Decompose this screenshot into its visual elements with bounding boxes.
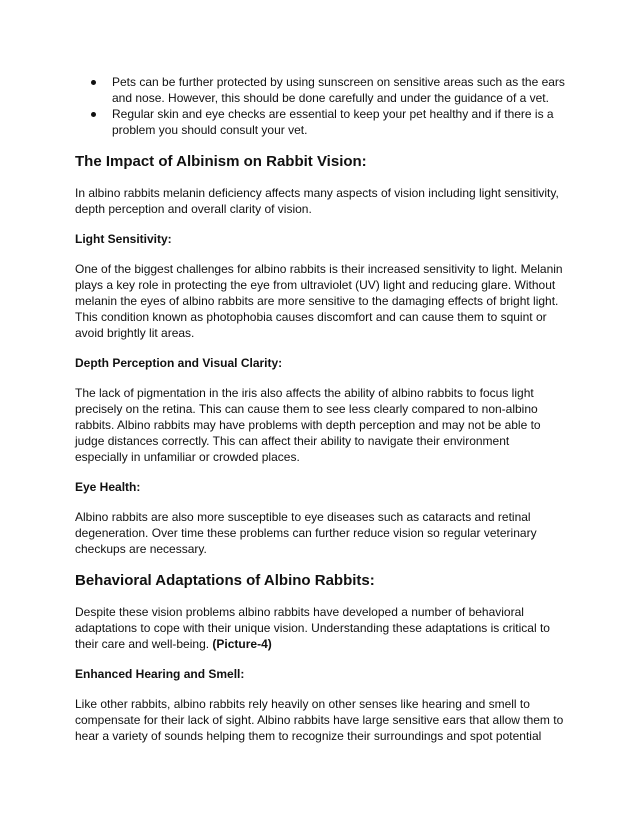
paragraph-behavior-text: Despite these vision problems albino rabbits have developed a number of behavioral adaptations to cope with their unique vision. Understanding these adaptations is critical to their care and well-being.: [75, 605, 550, 651]
paragraph-behavior: [75, 604, 565, 652]
section-heading-vision: The Impact of Albinism on Rabbit Vision:: [75, 153, 367, 170]
document-page: [75, 74, 565, 758]
subheading-hearing-smell: Enhanced Hearing and Smell:: [75, 667, 245, 681]
bullet-item: [75, 74, 565, 106]
paragraph-depth-perception: The lack of pigmentation in the iris also affects the ability of albino rabbits to focus light precisely on the retina. This can cause them to see less clearly compared to non-albino rabbits. Albino rabbits may have problems with depth perception and may not be able to judge distances correctly. This can affect their ability to navigate their environment especially in unfamiliar or crowded places.: [75, 386, 541, 464]
section-heading-behavior: Behavioral Adaptations of Albino Rabbits:: [75, 572, 375, 589]
paragraph-hearing-smell: Like other rabbits, albino rabbits rely heavily on other senses like hearing and smell to compensate for their lack of sight. Albino rabbits have large sensitive ears that allow them to hear a variety of sounds helping them to recognize their surroundings and spot potential: [75, 697, 564, 743]
paragraph-eye-health: Albino rabbits are also more susceptible to eye diseases such as cataracts and retinal degeneration. Over time these problems can further reduce vision so regular veterinary checkups are necessary.: [75, 510, 537, 556]
paragraph-light-sensitivity: One of the biggest challenges for albino rabbits is their increased sensitivity to light. Melanin plays a key role in protecting the eye from ultraviolet (UV) light and reducing glare. Without melanin the eyes of albino rabbits are more sensitive to the damaging effects of bright light. This condition known as photophobia causes discomfort and can cause them to squint or avoid brightly lit areas.: [75, 262, 563, 340]
subheading-eye-health: Eye Health:: [75, 480, 141, 494]
bullet-text: Pets can be further protected by using sunscreen on sensitive areas such as the ears and nose. However, this should be done carefully and under the guidance of a vet.: [112, 75, 565, 105]
subheading-light-sensitivity: Light Sensitivity:: [75, 232, 172, 246]
bullet-dot-icon: [91, 80, 96, 85]
picture-reference: (Picture-4): [212, 637, 272, 651]
paragraph-vision-intro: In albino rabbits melanin deficiency affects many aspects of vision including light sensitivity, depth perception and overall clarity of vision.: [75, 186, 559, 216]
bullet-text: Regular skin and eye checks are essential to keep your pet healthy and if there is a problem you should consult your vet.: [112, 107, 554, 137]
bullet-item: [75, 106, 565, 138]
bullet-dot-icon: [91, 112, 96, 117]
subheading-depth-perception: Depth Perception and Visual Clarity:: [75, 356, 283, 370]
bullet-list: [75, 74, 565, 138]
